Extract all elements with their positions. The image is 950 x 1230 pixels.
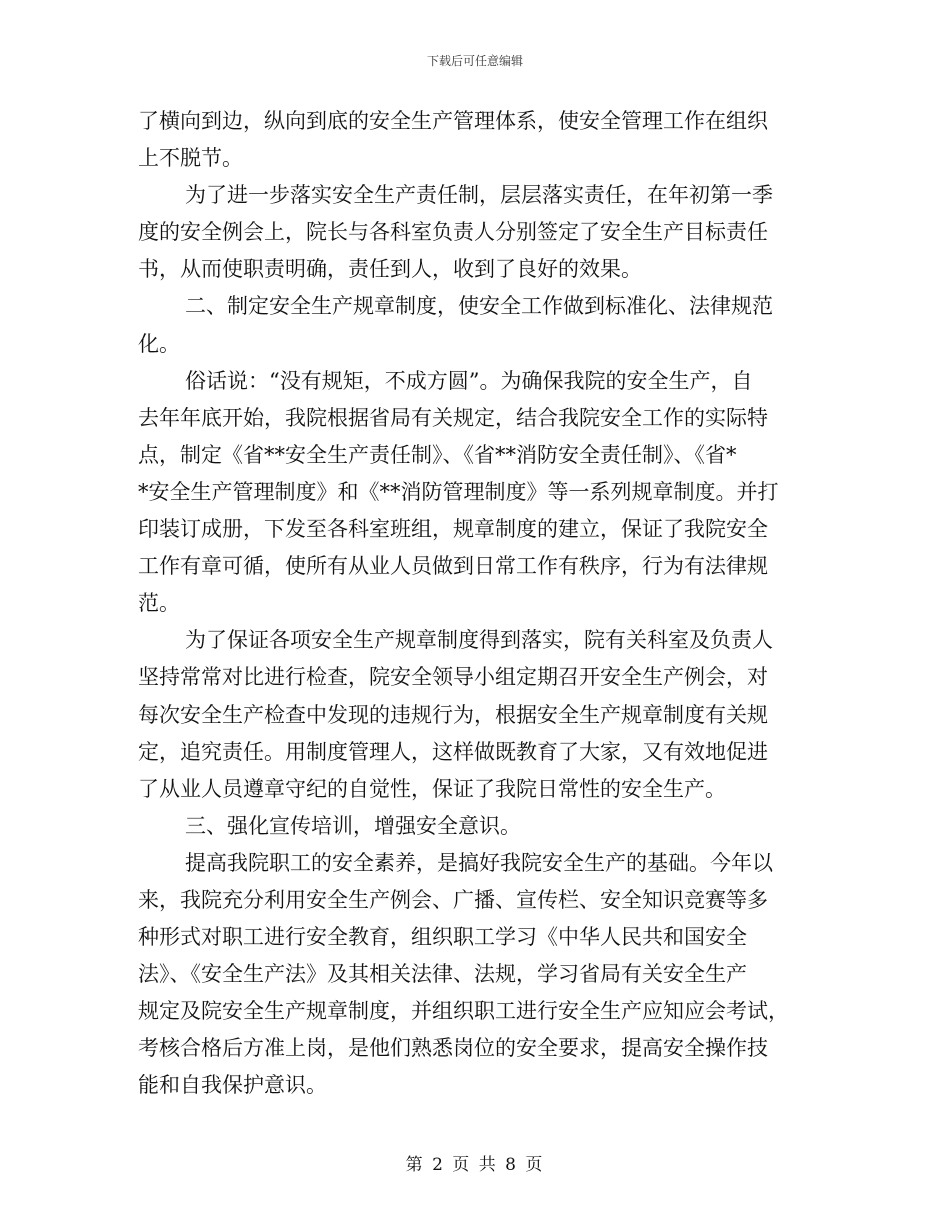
text-line: 来，我院充分利用安全生产例会、广播、宣传栏、安全知识竞赛等多 — [138, 887, 768, 912]
text-line: 去年年底开始，我院根据省局有关规定，结合我院安全工作的实际特 — [138, 405, 768, 430]
document-body — [138, 103, 813, 1105]
text-line: *安全生产管理制度》和《**消防管理制度》等一系列规章制度。并打 — [138, 479, 779, 504]
text-line: 工作有章可循，使所有从业人员做到日常工作有秩序，行为有法律规 — [138, 554, 768, 579]
text-line: 上不脱节。 — [138, 146, 243, 171]
text-line: 坚持常常对比进行检查，院安全领导小组定期召开安全生产例会，对 — [138, 665, 768, 690]
text-line: 能和自我保护意识。 — [138, 1073, 327, 1098]
text-line: 法》、《安全生产法》及其相关法律、法规，学习省局有关安全生产 — [138, 962, 747, 987]
text-line: 为了进一步落实安全生产责任制，层层落实责任，在年初第一季 — [185, 183, 773, 208]
text-line: 考核合格后方准上岗，是他们熟悉岗位的安全要求，提高安全操作技 — [138, 1036, 768, 1061]
text-line: 三、强化宣传培训，增强安全意识。 — [185, 813, 521, 838]
text-line: 定，追究责任。用制度管理人，这样做既教育了大家，又有效地促进 — [138, 739, 768, 764]
text-line: 化。 — [138, 331, 180, 356]
text-line: 提高我院职工的安全素养，是搞好我院安全生产的基础。今年以 — [185, 850, 773, 875]
text-line: 书，从而使职责明确，责任到人，收到了良好的效果。 — [138, 257, 642, 282]
text-line: 印装订成册，下发至各科室班组，规章制度的建立，保证了我院安全 — [138, 517, 768, 542]
text-line: 规定及院安全生产规章制度，并组织职工进行安全生产应知应会考试， — [138, 999, 789, 1024]
text-line: 为了保证各项安全生产规章制度得到落实，院有关科室及负责人 — [185, 628, 773, 653]
page-header: 下载后可任意编辑 — [426, 54, 523, 68]
text-line: 二、制定安全生产规章制度，使安全工作做到标准化、法律规范 — [185, 294, 773, 319]
text-line: 点，制定《省**安全生产责任制》、《省**消防安全责任制》、《省* — [138, 442, 737, 467]
text-line: 种形式对职工进行安全教育，组织职工学习《中华人民共和国安全 — [138, 925, 747, 950]
text-line: 俗话说：“没有规矩，不成方圆”。为确保我院的安全生产，自 — [185, 368, 753, 393]
page-number-footer: 第 2 页 共 8 页 — [405, 1155, 545, 1175]
text-line: 了横向到边，纵向到底的安全生产管理体系，使安全管理工作在组织 — [138, 109, 768, 133]
text-line: 每次安全生产检查中发现的违规行为，根据安全生产规章制度有关规 — [138, 702, 768, 727]
text-line: 度的安全例会上，院长与各科室负责人分别签定了安全生产目标责任 — [138, 220, 768, 245]
text-line: 范。 — [138, 591, 180, 616]
text-line: 了从业人员遵章守纪的自觉性，保证了我院日常性的安全生产。 — [138, 776, 726, 801]
